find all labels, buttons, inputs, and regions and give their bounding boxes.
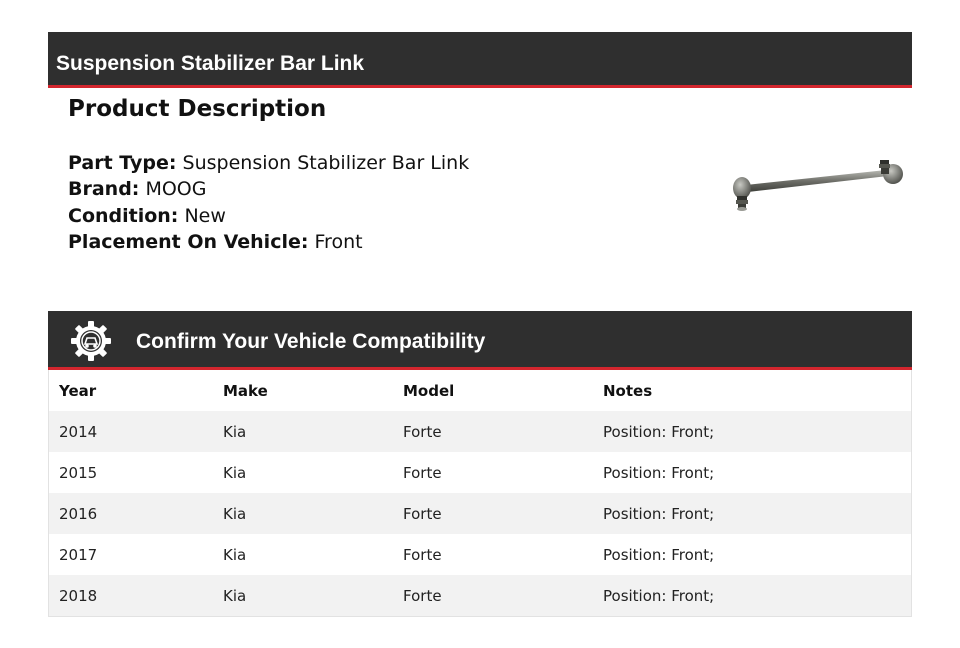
spec-label: Brand: <box>68 178 140 201</box>
cell-notes: Position: Front; <box>603 586 715 605</box>
spec-list <box>68 150 469 255</box>
cell-make: Kia <box>223 422 247 441</box>
spec-row-condition <box>68 203 469 229</box>
compatibility-title: Confirm Your Vehicle Compatibility <box>136 330 486 353</box>
cell-notes: Position: Front; <box>603 422 715 441</box>
table-row <box>49 534 912 575</box>
cell-notes: Position: Front; <box>603 545 715 564</box>
product-image <box>728 152 908 216</box>
spec-row-brand <box>68 176 469 202</box>
column-header-year: Year <box>59 381 97 400</box>
cell-notes: Position: Front; <box>603 463 715 482</box>
cell-year: 2015 <box>59 463 98 482</box>
cell-notes: Position: Front; <box>603 504 715 523</box>
spec-value: Suspension Stabilizer Bar Link <box>182 152 470 174</box>
cell-model: Forte <box>403 463 442 482</box>
spec-label: Placement On Vehicle: <box>68 230 309 253</box>
cell-make: Kia <box>223 545 247 564</box>
cell-model: Forte <box>403 586 442 605</box>
spec-value: New <box>184 204 226 227</box>
cell-make: Kia <box>223 463 247 482</box>
cell-year: 2014 <box>59 422 98 441</box>
spec-row-placement <box>68 229 469 255</box>
cell-make: Kia <box>223 504 247 523</box>
cell-year: 2018 <box>59 586 98 605</box>
product-description-heading: Product Description <box>68 96 327 122</box>
cell-make: Kia <box>223 586 247 605</box>
spec-label: Condition: <box>68 204 179 227</box>
column-header-model: Model <box>403 381 455 400</box>
product-title: Suspension Stabilizer Bar Link <box>56 52 365 75</box>
spec-value: Front <box>314 230 363 253</box>
cell-model: Forte <box>403 545 442 564</box>
table-row <box>49 452 912 493</box>
spec-label: Part Type: <box>68 152 177 174</box>
spec-row-part-type <box>68 150 469 176</box>
compatibility-table <box>48 370 912 617</box>
gear-car-icon <box>70 320 112 362</box>
cell-year: 2017 <box>59 545 98 564</box>
compatibility-bar <box>48 311 912 370</box>
table-header-row <box>49 370 912 411</box>
product-title-bar <box>48 32 912 88</box>
cell-model: Forte <box>403 504 442 523</box>
table-row <box>49 493 912 534</box>
cell-year: 2016 <box>59 504 98 523</box>
column-header-make: Make <box>223 381 268 400</box>
cell-model: Forte <box>403 422 442 441</box>
column-header-notes: Notes <box>603 381 653 400</box>
table-row <box>49 575 912 617</box>
table-row <box>49 411 912 452</box>
spec-value: MOOG <box>145 178 207 201</box>
